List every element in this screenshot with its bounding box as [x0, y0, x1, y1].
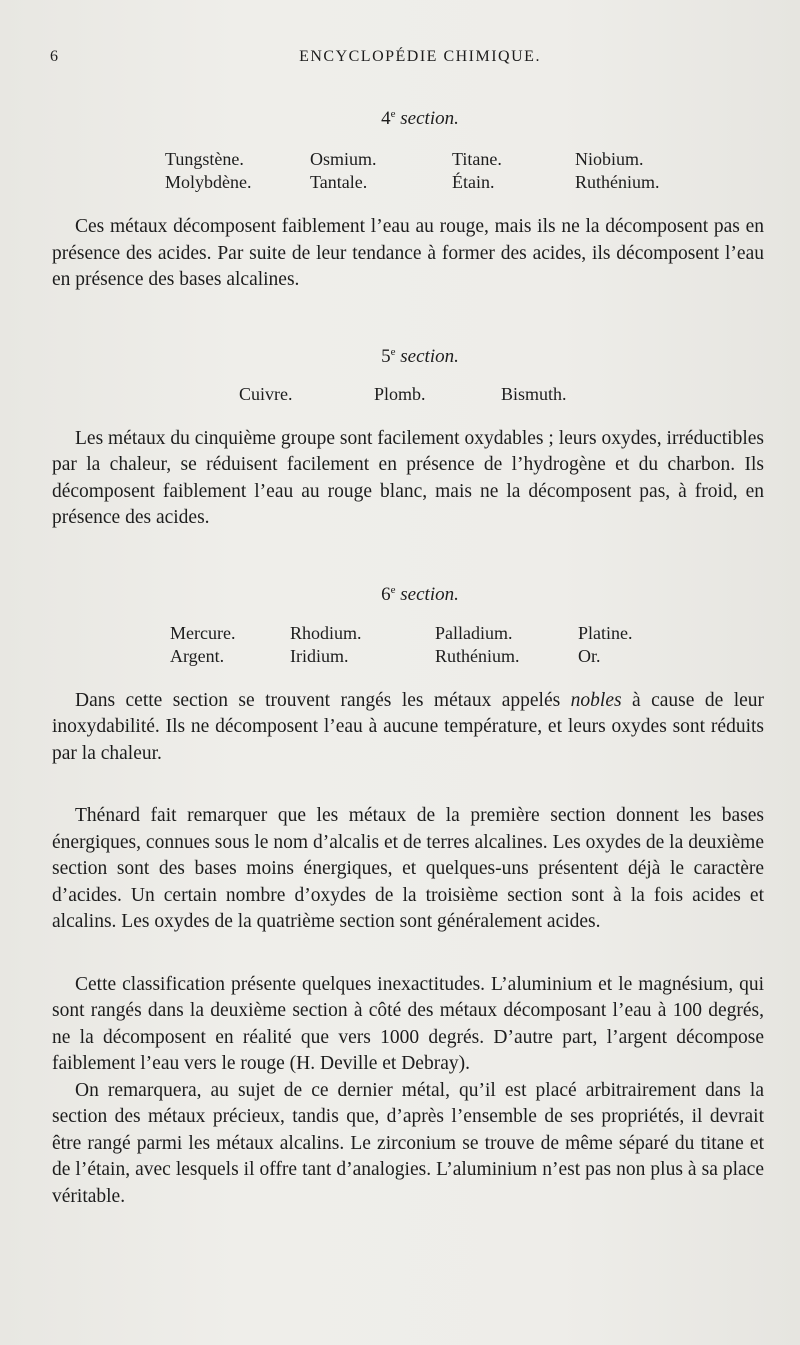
metal-item: Bismuth.	[501, 383, 567, 404]
section-5-ordinal: e	[390, 345, 396, 358]
metal-item: Or.	[578, 645, 601, 666]
section-4-ordinal: e	[390, 108, 396, 120]
metal-item: Étain.	[452, 172, 495, 192]
section-4-heading	[52, 100, 764, 128]
section-6-heading	[52, 576, 764, 604]
section-4-paragraph: Ces métaux décomposent faiblement l’eau au rouge, mais ils ne la décomposent pas en présence des acides. Par suite de leur tendance à former des acides, ils décomposent l’eau en présence des bases alcalines.	[52, 216, 764, 290]
section-6-paragraph	[52, 688, 764, 768]
metal-item: Cuivre.	[239, 383, 293, 404]
section-5-heading	[52, 338, 764, 366]
metal-item: Ruthénium.	[435, 645, 520, 666]
page-header	[50, 48, 750, 72]
page-body	[52, 100, 764, 1210]
section-6-number: 6	[381, 583, 391, 605]
metal-item: Platine.	[578, 622, 633, 643]
metal-item: Plomb.	[374, 383, 426, 404]
section-6-text-after: à cause de leur inoxydabilité. Ils ne décomposent l’eau à aucune température, et leurs oxydes sont réduits par la chaleur.	[52, 689, 765, 764]
section-6-metal-list	[52, 622, 764, 668]
section-5-word: section.	[400, 345, 459, 367]
metal-item: Iridium.	[290, 645, 349, 666]
section-6-emphasis: nobles	[570, 689, 622, 711]
section-4-metal-list	[52, 148, 764, 194]
section-6-ordinal: e	[390, 583, 396, 596]
metal-item: Ruthénium.	[575, 172, 660, 192]
running-title: ENCYCLOPÉDIE CHIMIQUE.	[299, 48, 541, 65]
metal-item: Osmium.	[310, 149, 377, 169]
metal-item: Titane.	[452, 149, 502, 169]
metal-item: Molybdène.	[165, 172, 252, 192]
page-number: 6	[50, 48, 59, 65]
section-5-metal-list	[52, 383, 764, 406]
metal-item: Tantale.	[310, 172, 368, 192]
section-5-number: 5	[381, 345, 391, 367]
remarque-paragraph: On remarquera, au sujet de ce dernier métal, qu’il est placé arbitrairement dans la section des métaux précieux, tandis que, d’après l’ensemble de ses propriétés, il devrait être rangé parmi les métaux alcalins. Le zirconium se trouve de même séparé du titane et de l’étain, avec lesquels il offre tant d’analogies. L’aluminium n’est pas non plus à sa place véritable.	[52, 1079, 764, 1207]
section-6-word: section.	[400, 583, 459, 605]
metal-item: Rhodium.	[290, 622, 362, 643]
section-4-number: 4	[381, 108, 391, 129]
thenard-paragraph: Thénard fait remarquer que les métaux de la première section donnent les bases énergiques, connues sous le nom d’alcalis et de terres alcalines. Les oxydes de la deuxième section sont des bases moins énergiques, et quelques-uns présentent déjà le caractère d’acides. Un certain nombre d’oxydes de la troisième section sont à la fois acides et alcalins. Les oxydes de la quatrième section sont généralement acides.	[52, 805, 764, 932]
metal-item: Niobium.	[575, 149, 644, 169]
section-5-paragraph: Les métaux du cinquième groupe sont facilement oxydables ; leurs oxydes, irréductibles par la chaleur, se réduisent facilement en présence de l’hydrogène et du charbon. Ils décomposent faiblement l’eau au rouge blanc, mais ne la décomposent pas, à froid, en présence des acides.	[52, 427, 764, 528]
section-6-text-before: Dans cette section se trouvent rangés les métaux appelés	[75, 689, 561, 711]
section-4-word: section.	[400, 108, 459, 129]
metal-item: Tungstène.	[165, 149, 244, 169]
metal-item: Palladium.	[435, 622, 513, 643]
metal-item: Mercure.	[170, 622, 236, 643]
classification-paragraph: Cette classification présente quelques inexactitudes. L’aluminium et le magnésium, qui sont rangés dans la deuxième section à côté des métaux décomposant l’eau à 100 degrés, ne la décomposent en réalité que vers 1000 degrés. D’autre part, l’argent décompose faiblement l’eau vers le rouge (H. Deville et Debray).	[52, 973, 764, 1074]
metal-item: Argent.	[170, 645, 225, 666]
